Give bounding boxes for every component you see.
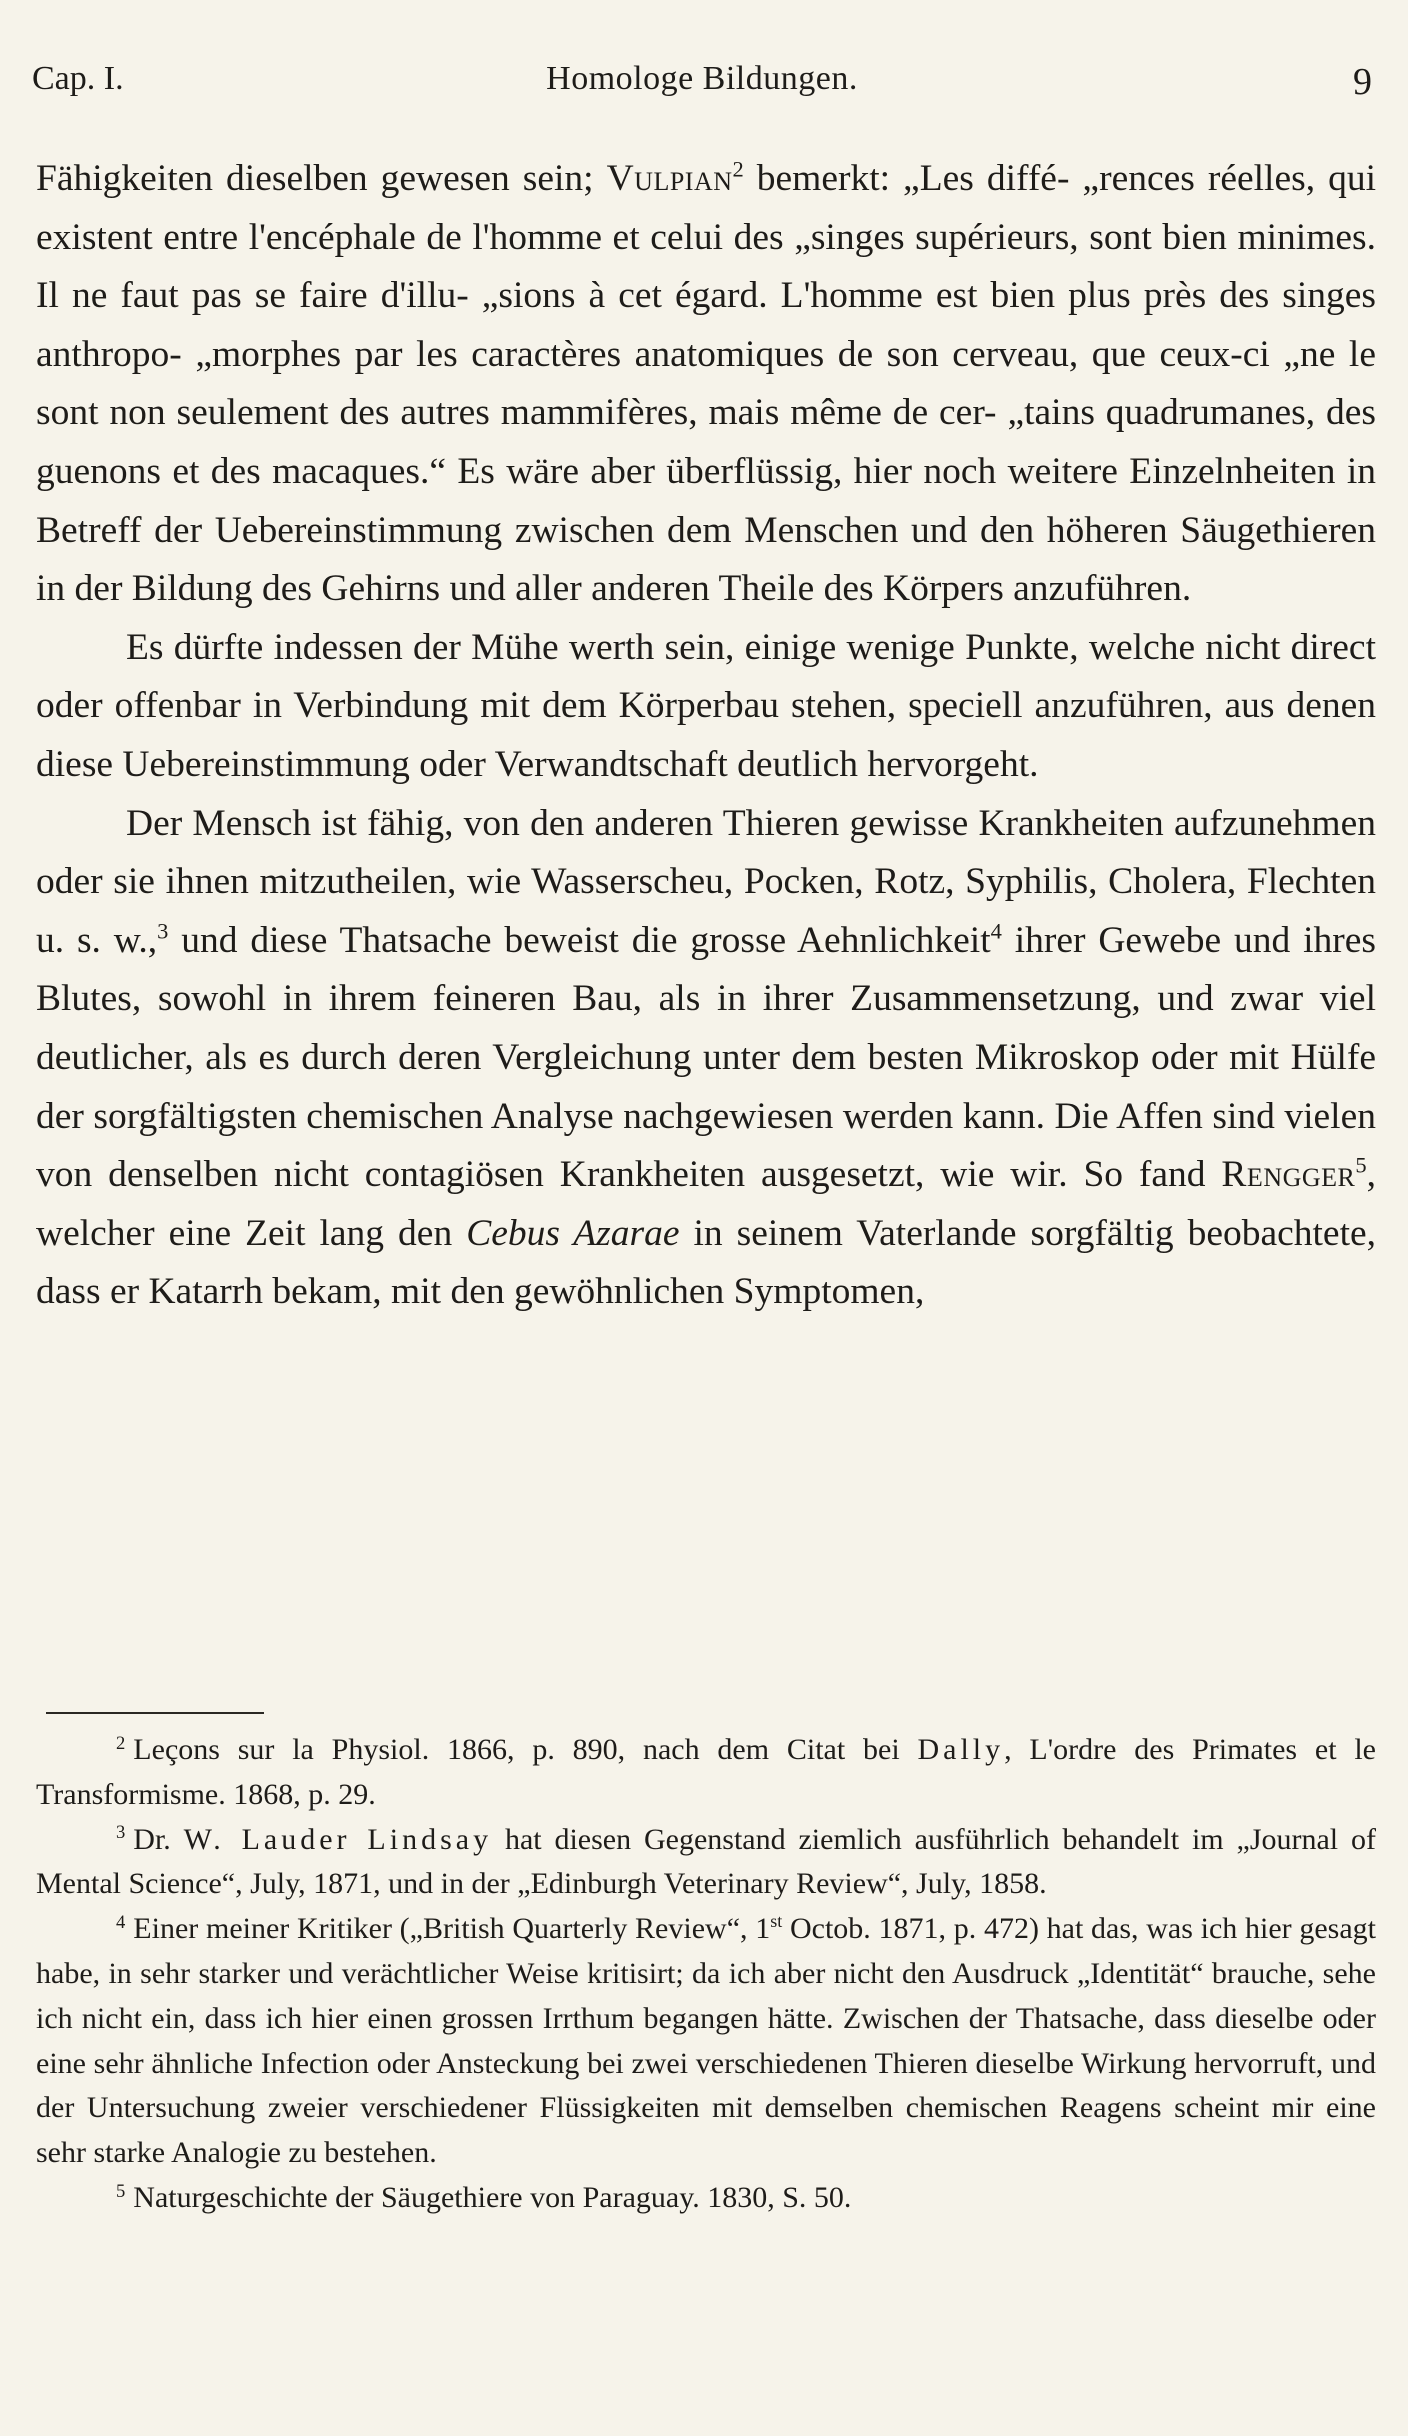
text-run: , welcher eine Zeit lang den <box>36 1154 1376 1254</box>
footnote-ref: 2 <box>732 156 744 182</box>
paragraph-3 <box>36 795 1376 1322</box>
paragraph-2: Es dürfte indessen der Mühe werth sein, einige wenige Punkte, welche nicht direct oder offenbar in Verbindung mit dem Körperbau stehen, speciell anzuführen, aus denen diese Uebereinstimmung oder Verwandtschaft deutlich hervorgeht. <box>36 626 1376 785</box>
paragraph-1 <box>36 150 1376 619</box>
footnote-4 <box>36 1907 1376 2176</box>
text-run: ihrer Gewebe und ihres Blutes, sowohl in ihrem feineren Bau, als in ihrer Zusammensetzung, und zwar viel deutlicher, als es durch deren Vergleichung unter dem besten Mikroskop oder mit Hülfe der sorgfältigsten chemischen Analyse nachgewiesen werden kann. Die Affen sind vielen von denselben nicht contagiösen Krankheiten ausgesetzt, wie wir. So fand <box>36 919 1377 1196</box>
text-run: Octob. 1871, p. 472) hat das, was ich hier gesagt habe, in sehr starker und verächtlicher Weise kritisirt; da ich aber nicht den Ausdruck „Identität“ brauche, sehe ich nicht ein, dass ich hier einen grossen Irrthum begangen hätte. Zwischen der Thatsache, dass dieselbe oder eine sehr ähnliche Infection oder Ansteckung bei zwei verschiedenen Thieren dieselbe Wirkung hervorruft, und der Untersuchung zweier verschiedener Flüssigkeiten mit demselben chemischen Reagens scheint mir eine sehr starke Analogie zu bestehen. <box>36 1912 1376 2170</box>
text-run: Leçons sur la Physiol. 1866, p. 890, nach dem Citat bei <box>133 1733 918 1766</box>
text-run: Fähigkeiten dieselben gewesen sein; <box>36 158 607 199</box>
main-text <box>36 150 1376 1322</box>
text-run: Dr. <box>133 1822 184 1856</box>
footnote-5 <box>36 2176 1376 2221</box>
ordinal-suffix: st <box>770 1911 783 1932</box>
text-run: , L'ordre des Primates et le Transformisme. 1868, p. 29. <box>36 1733 1376 1811</box>
running-title: Homologe Bildungen. <box>546 60 858 97</box>
footnote-mark: 2 <box>116 1732 126 1754</box>
text-run: und diese Thatsache beweist die grosse Aehnlichkeit <box>168 919 991 961</box>
author-name: Dally <box>917 1733 1005 1766</box>
footnotes <box>36 1728 1376 2221</box>
footnote-3 <box>36 1818 1376 1908</box>
species-name: Cebus Azarae <box>466 1212 680 1254</box>
author-name-rengger: Rengger <box>1221 1154 1356 1196</box>
author-name-vulpian: Vulpian <box>606 158 733 199</box>
text-run: in seinem Vaterlande sorgfältig beobachtete, dass er Katarrh bekam, mit den gewöhnlichen Symptomen, <box>36 1212 1377 1313</box>
text-run: Einer meiner Kritiker („British Quarterly Review“, 1 <box>133 1912 771 1946</box>
text-run: Der Mensch ist fähig, von den anderen Thieren gewisse Krankheiten aufzunehmen oder sie ihnen mitzutheilen, wie Wasserscheu, Pocken, Rotz, Syphilis, Cholera, Flechten u. s. w., <box>36 802 1376 961</box>
footnote-2 <box>36 1728 1376 1818</box>
chapter-label: Cap. I. <box>32 60 124 97</box>
text-run: bemerkt: „Les diffé- „rences réelles, qui existent entre l'encéphale de l'homme et celui des „singes supérieurs, sont bien minimes. Il ne faut pas se faire d'illu- „sions à cet égard. L'homme est bien plus près des singes anthropo- „morphes par les caractères anatomiques de son cerveau, que ceux-ci „ne le sont non seulement des autres mammifères, mais même de cer- „tains quadrumanes, des guenons et des macaques.“ Es wäre aber überflüssig, hier noch weitere Einzelnheiten in Betreff der Uebereinstimmung zwischen dem Menschen und den höheren Säugethieren in der Bildung des Gehirns und aller anderen Theile des Körpers anzuführen. <box>36 158 1376 610</box>
footnote-ref: 5 <box>1355 1152 1367 1178</box>
footnote-divider <box>46 1712 264 1714</box>
page-number: 9 <box>1353 61 1372 103</box>
text-run: Naturgeschichte der Säugethiere von Paraguay. 1830, S. 50. <box>133 2180 852 2214</box>
footnote-ref: 3 <box>157 918 169 944</box>
footnote-ref: 4 <box>990 918 1002 944</box>
running-header <box>32 60 1372 110</box>
footnote-mark: 5 <box>116 2180 126 2202</box>
footnote-mark: 4 <box>116 1911 126 1933</box>
author-name: W. Lauder Lindsay <box>183 1822 493 1856</box>
text-run: hat diesen Gegenstand ziemlich ausführlich behandelt im „Journal of Mental Science“, July, 1871, und in der „Edinburgh Veterinary Review“, July, 1858. <box>36 1822 1376 1901</box>
footnote-mark: 3 <box>116 1822 126 1844</box>
